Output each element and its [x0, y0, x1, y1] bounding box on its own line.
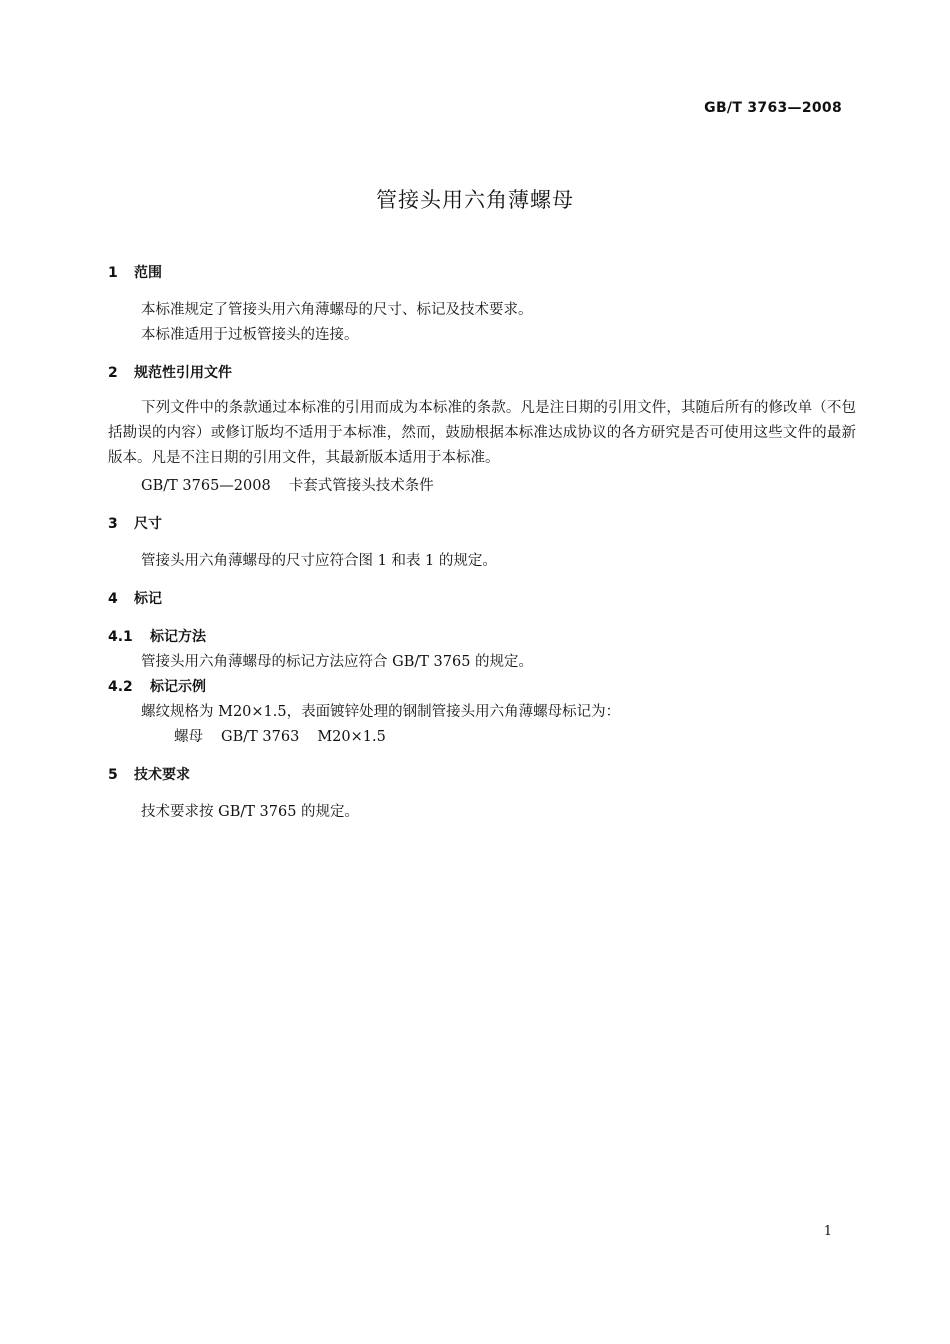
section-1-line-2: 本标准适用于过板管接头的连接。	[141, 327, 359, 343]
section-5-line: 技术要求按 GB/T 3765 的规定。	[141, 804, 360, 820]
section-number: 3	[108, 516, 118, 532]
section-number: 4.1	[108, 629, 133, 645]
section-3-line: 管接头用六角薄螺母的尺寸应符合图 1 和表 1 的规定。	[141, 553, 497, 569]
normative-reference	[141, 474, 434, 495]
section-2-paragraph: 下列文件中的条款通过本标准的引用而成为本标准的条款。凡是注日期的引用文件，其随后所有的修改单（不包括勘误的内容）或修订版均不适用于本标准，然而，鼓励根据本标准达成协议的各方研究是否可使用这些文件的最新版本。凡是不注日期的引用文件，其最新版本适用于本标准。	[108, 400, 856, 466]
page-number: 1	[823, 1224, 832, 1239]
section-3-heading	[108, 513, 162, 533]
section-number: 4	[108, 591, 118, 607]
section-number: 5	[108, 767, 118, 783]
section-title: 标记方法	[150, 629, 206, 645]
example-size: M20×1.5	[317, 729, 386, 745]
section-number: 1	[108, 265, 118, 281]
section-number: 2	[108, 365, 118, 381]
section-1-line-1: 本标准规定了管接头用六角薄螺母的尺寸、标记及技术要求。	[141, 302, 533, 318]
section-2-heading	[108, 362, 232, 382]
section-4-heading	[108, 588, 162, 608]
reference-title: 卡套式管接头技术条件	[288, 478, 434, 494]
section-4-1-heading	[108, 626, 206, 646]
standard-code: GB/T 3763—2008	[704, 100, 842, 116]
section-title: 技术要求	[134, 767, 190, 783]
section-title: 规范性引用文件	[134, 365, 232, 381]
section-number: 4.2	[108, 679, 133, 695]
section-4-2-heading	[108, 676, 206, 696]
section-5-heading	[108, 764, 190, 784]
section-title: 范围	[134, 265, 162, 281]
section-title: 标记示例	[150, 679, 206, 695]
section-title: 标记	[134, 591, 162, 607]
example-name: 螺母	[174, 729, 203, 745]
marking-example	[174, 725, 386, 746]
example-code: GB/T 3763	[221, 729, 300, 745]
section-title: 尺寸	[134, 516, 162, 532]
section-4-2-line: 螺纹规格为 M20×1.5，表面镀锌处理的钢制管接头用六角薄螺母标记为：	[141, 704, 621, 720]
section-4-1-line: 管接头用六角薄螺母的标记方法应符合 GB/T 3765 的规定。	[141, 654, 534, 670]
section-1-heading	[108, 262, 162, 282]
reference-code: GB/T 3765—2008	[141, 478, 271, 494]
document-title: 管接头用六角薄螺母	[376, 188, 574, 212]
